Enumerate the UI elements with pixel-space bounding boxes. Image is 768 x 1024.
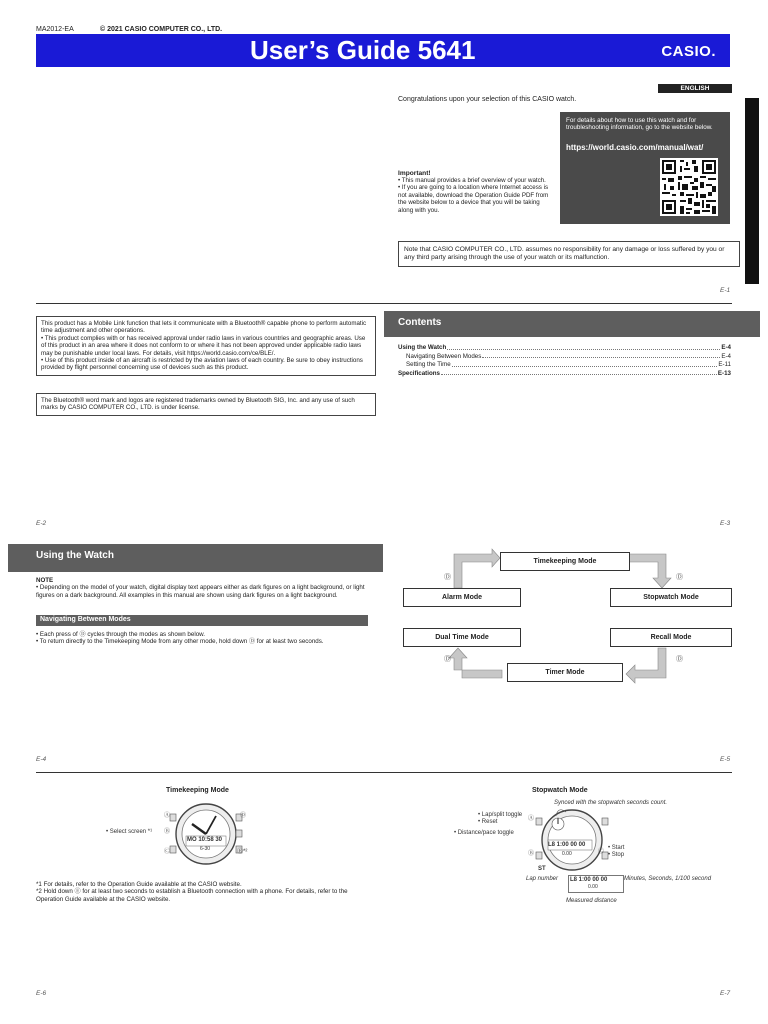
- note-bullet: • Depending on the model of your watch, digital display text appears either as dark figures on a light background, or light figures on a dark background. All examples in this manual are shown using dark figures on a light background.: [36, 584, 365, 599]
- watch-face-timekeeping-icon: [166, 800, 246, 868]
- reset-label: • Reset: [478, 819, 498, 825]
- timekeeping-mode-box: Timekeeping Mode: [500, 552, 630, 571]
- using-watch-heading-bar: [8, 544, 383, 572]
- page-number: E-7: [720, 990, 731, 997]
- toc-row[interactable]: Setting the Time E-11: [406, 361, 731, 368]
- stopwatch-lcd-enlarged-text: L8 1:00 00 00: [570, 877, 608, 883]
- recall-mode-box: Recall Mode: [610, 628, 732, 647]
- button-a-label: Ⓐ: [528, 816, 535, 822]
- mobile-link-intro: This product has a Mobile Link function that lets it communicate with a Bluetooth® capable phone to perform automatic time adjustment and other operations.: [41, 320, 367, 335]
- important-section: [398, 170, 553, 214]
- important-bullet: • If you are going to a location where Internet access is not available, download the Operation Guide PDF from the website below to a device that you will be taking along with you.: [398, 184, 549, 214]
- d-button-label: Ⓓ: [676, 656, 683, 663]
- website-info-box: [560, 112, 730, 224]
- stop-label: • Stop: [608, 852, 625, 858]
- disclaimer-box: Note that CASIO COMPUTER CO., LTD. assumes no responsibility for any damage or loss suffered by you or any third party arising through the use of your watch or its malfunction.: [398, 241, 740, 267]
- side-index-tab: [745, 98, 759, 284]
- arrow-timekeeping-to-stopwatch: [627, 554, 671, 588]
- contents-heading-bar: [384, 311, 760, 337]
- page-number: E-1: [720, 287, 731, 294]
- time-units-label: Minutes, Seconds, 1/100 second: [624, 876, 712, 882]
- alarm-mode-box: Alarm Mode: [403, 588, 521, 607]
- stopwatch-figure-title: Stopwatch Mode: [532, 787, 588, 794]
- button-a-label: Ⓐ: [164, 813, 171, 819]
- synced-note: Synced with the stopwatch seconds count.: [554, 800, 668, 806]
- important-bullet: • This manual provides a brief overview of your watch.: [398, 177, 546, 184]
- arrow-alarm-to-timekeeping: [454, 549, 500, 588]
- toc-row[interactable]: Using the Watch E-4: [398, 344, 731, 351]
- mobile-link-box: [36, 316, 376, 376]
- measured-distance-label: Measured distance: [566, 898, 617, 904]
- page-number: E-3: [720, 520, 731, 527]
- toc-row[interactable]: Specifications E-13: [398, 369, 731, 377]
- using-watch-heading: Using the Watch: [36, 550, 114, 561]
- d-button-label: Ⓓ: [444, 656, 451, 663]
- bluetooth-trademark-box: The Bluetooth® word mark and logos are registered trademarks owned by Bluetooth SIG, Inc. and any use of such marks by CASIO COMPUTER CO., LTD. is under license.: [36, 393, 376, 416]
- contents-heading: Contents: [398, 317, 442, 328]
- page-divider: [36, 303, 732, 304]
- timekeeping-lcd: MO 10:58 30: [187, 837, 223, 843]
- footnote: *2 Hold down Ⓔ for at least two seconds to establish a Bluetooth connection with a phone. For details, refer to the Operation Guide available at the CASIO website.: [36, 888, 348, 903]
- page-number: E-5: [720, 756, 731, 763]
- select-screen-label: • Select screen *¹: [106, 829, 153, 835]
- stopwatch-lcd-distance: 0.00: [562, 851, 572, 857]
- d-button-label: Ⓓ: [444, 574, 451, 581]
- timekeeping-figure-title: Timekeeping Mode: [166, 787, 229, 794]
- button-c-label: Ⓒ: [598, 849, 605, 855]
- button-c-label: Ⓒ: [164, 849, 171, 855]
- website-info-text: For details about how to use this watch and for troubleshooting information, go to the website below.: [566, 117, 713, 132]
- note-section: [36, 577, 366, 599]
- lap-number-label: Lap number: [526, 876, 559, 882]
- distance-pace-label: • Distance/pace toggle: [454, 830, 514, 836]
- arrow-timer-to-dualtime: [449, 648, 502, 678]
- footnotes: [36, 881, 368, 903]
- button-b-label: Ⓑ: [164, 829, 171, 835]
- button-d-label: Ⓓ: [240, 813, 247, 819]
- page-title: User’s Guide 5641: [250, 35, 476, 65]
- navigation-instructions: [36, 631, 366, 646]
- congratulations-text: Congratulations upon your selection of this CASIO watch.: [398, 96, 577, 103]
- important-heading: Important!: [398, 170, 431, 177]
- page-number: E-4: [36, 756, 47, 763]
- stopwatch-lcd-enlarged-distance: 0.00: [588, 884, 598, 890]
- mobile-link-bullet: • This product complies with or has received approval under radio laws in various countries and geographic areas. Use of this product in an area where it does not conform to or where it has not been approved under applicable radio laws may be punishable under local laws. For details, visit https://world.casio.com/ce/BLE/.: [41, 334, 366, 357]
- toc-row[interactable]: Navigating Between Modes E-4: [406, 352, 731, 360]
- dual-time-mode-box: Dual Time Mode: [403, 628, 521, 647]
- arrow-recall-to-timer: [626, 648, 666, 683]
- lap-split-label: • Lap/split toggle: [478, 812, 523, 818]
- timekeeping-lcd-date: 6-30: [200, 846, 211, 852]
- language-tab: ENGLISH: [658, 84, 732, 93]
- table-of-contents: [398, 344, 731, 378]
- d-button-label: Ⓓ: [676, 574, 683, 581]
- doc-code: MA2012-EA: [36, 26, 74, 33]
- start-label: • Start: [608, 845, 625, 851]
- page-number: E-2: [36, 520, 47, 527]
- navigating-heading-bar: [36, 615, 368, 626]
- footnote: *1 For details, refer to the Operation Guide available at the CASIO website.: [36, 881, 242, 888]
- mobile-link-bullet: • Use of this product inside of an aircraft is restricted by the aviation laws of each country. Be sure to obey instructions provided by flight personnel concerning use of devices such as this product.: [41, 357, 363, 372]
- note-heading: NOTE: [36, 577, 54, 584]
- stopwatch-lcd-st: ST: [538, 866, 546, 872]
- copyright: © 2021 CASIO COMPUTER CO., LTD.: [100, 26, 223, 33]
- button-b-label: Ⓑ: [528, 851, 535, 857]
- manual-url[interactable]: https://world.casio.com/manual/wat/: [566, 143, 704, 152]
- title-bar: [36, 34, 730, 67]
- timer-mode-box: Timer Mode: [507, 663, 623, 682]
- page-divider: [36, 772, 732, 773]
- navigation-bullet: • Each press of Ⓓ cycles through the modes as shown below.: [36, 631, 205, 638]
- stopwatch-mode-box: Stopwatch Mode: [610, 588, 732, 607]
- navigation-bullet: • To return directly to the Timekeeping Mode from any other mode, hold down Ⓓ for at least two seconds.: [36, 638, 324, 646]
- casio-logo: CASIO.: [661, 43, 716, 60]
- page-number: E-6: [36, 990, 47, 997]
- stopwatch-lcd: L8 1:00 00 00: [548, 842, 586, 848]
- button-e-label: Ⓔ*²: [237, 849, 248, 855]
- navigating-heading: Navigating Between Modes: [40, 616, 131, 623]
- qr-code-icon[interactable]: [660, 158, 718, 216]
